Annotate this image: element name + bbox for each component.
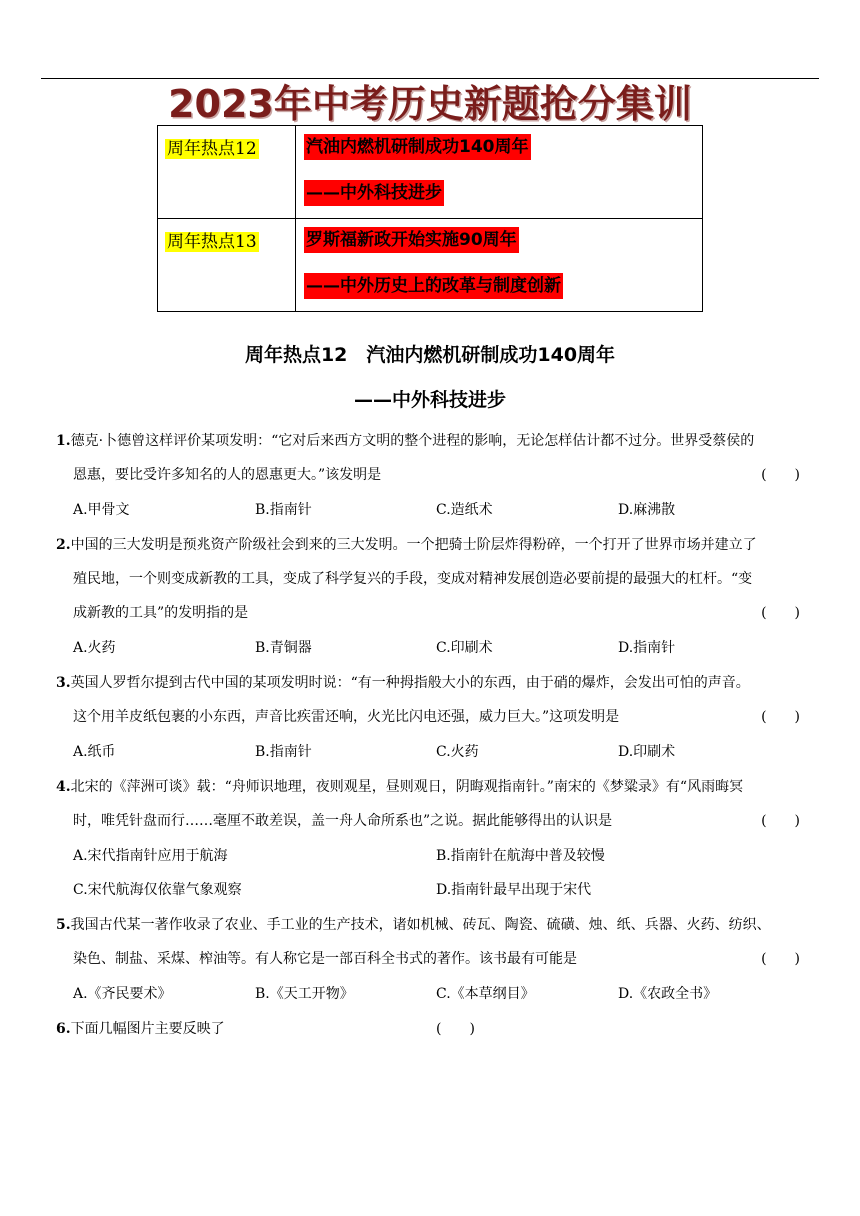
question-5 — [56, 908, 808, 976]
question-number: 2. — [56, 537, 71, 553]
option-b: B.指南针 — [255, 502, 312, 518]
question-number: 4. — [56, 779, 71, 795]
answer-blank: ( ) — [761, 467, 800, 483]
banner-title: 2023年中考历史新题抢分集训 — [168, 82, 692, 126]
question-3 — [56, 666, 808, 734]
question-4-options — [73, 839, 793, 873]
option-a: A.火药 — [73, 640, 116, 656]
table-row — [158, 219, 703, 312]
option-c: C.造纸术 — [436, 502, 493, 518]
question-text: 殖民地，一个则变成新教的工具，变成了科学复兴的手段，变成对精神发展创造必要前提的最强大的杠杆。“变 — [73, 571, 753, 587]
question-text: 我国古代某一著作收录了农业、手工业的生产技术，诸如机械、砖瓦、陶瓷、硫磺、烛、纸、兵器、火药、纺织、 — [70, 917, 771, 933]
question-text: 成新教的工具”的发明指的是 — [73, 605, 249, 621]
question-3-options — [73, 735, 793, 769]
hot-title: 罗斯福新政开始实施90周年 — [304, 227, 519, 253]
question-1-options — [73, 493, 793, 527]
option-c: C.印刷术 — [436, 640, 493, 656]
hot-label: 周年热点12 — [167, 139, 257, 159]
question-number: 3. — [56, 675, 71, 691]
table-row — [158, 126, 703, 219]
answer-blank: ( ) — [761, 951, 800, 967]
answer-blank: ( ) — [761, 605, 800, 621]
question-text: 英国人罗哲尔提到古代中国的某项发明时说：“有一种拇指般大小的东西，由于硝的爆炸，会发出可怕的声音。 — [70, 675, 750, 691]
option-d: D.印刷术 — [618, 744, 676, 760]
answer-blank: ( ) — [761, 813, 800, 829]
answer-blank: ( ) — [436, 1021, 475, 1037]
option-b: B.《天工开物》 — [255, 986, 354, 1002]
answer-blank: ( ) — [761, 709, 800, 725]
option-b: B.指南针 — [255, 744, 312, 760]
question-text: 中国的三大发明是预兆资产阶级社会到来的三大发明。一个把骑士阶层炸得粉碎，一个打开了世界市场并建立了 — [70, 537, 757, 553]
option-d: D.指南针 — [618, 640, 676, 656]
question-6 — [56, 1012, 808, 1046]
question-text: 下面几幅图片主要反映了 — [70, 1021, 225, 1037]
question-text: 这个用羊皮纸包裹的小东西，声音比疾雷还响，火光比闪电还强，威力巨大。”这项发明是 — [73, 709, 620, 725]
question-text: 德克·卜德曾这样评价某项发明：“它对后来西方文明的整个进程的影响，无论怎样估计都不过分。世界受蔡侯的 — [70, 433, 755, 449]
hot-subtitle: ——中外科技进步 — [304, 180, 444, 206]
hot-label: 周年热点13 — [167, 232, 257, 252]
question-number: 1. — [56, 433, 71, 449]
option-c: C.宋代航海仅依靠气象观察 — [73, 882, 242, 898]
hot-topics-table — [157, 125, 703, 312]
question-4 — [56, 770, 808, 838]
question-2 — [56, 528, 808, 630]
question-5-options — [73, 977, 793, 1011]
option-b: B.青铜器 — [255, 640, 312, 656]
question-text: 恩惠，要比受许多知名的人的恩惠更大。”该发明是 — [73, 467, 382, 483]
option-c: C.火药 — [436, 744, 479, 760]
question-text: 北宋的《萍洲可谈》载：“舟师识地理，夜则观星，昼则观日，阴晦观指南针。”南宋的《梦粱录》有“风雨晦冥 — [70, 779, 744, 795]
option-d: D.麻沸散 — [618, 502, 676, 518]
question-number: 5. — [56, 917, 71, 933]
option-c: C.《本草纲目》 — [436, 986, 535, 1002]
option-d: D.指南针最早出现于宋代 — [436, 882, 592, 898]
option-a: A.纸币 — [73, 744, 116, 760]
option-a: A.宋代指南针应用于航海 — [73, 848, 228, 864]
option-a: A.甲骨文 — [73, 502, 130, 518]
option-d: D.《农政全书》 — [618, 986, 718, 1002]
question-text: 时，唯凭针盘而行……毫厘不敢差误，盖一舟人命所系也”之说。据此能够得出的认识是 — [73, 813, 613, 829]
section-subtitle: ——中外科技进步 — [353, 389, 506, 411]
question-2-options — [73, 631, 793, 665]
question-text: 染色、制盐、采煤、榨油等。有人称它是一部百科全书式的著作。该书最有可能是 — [73, 951, 577, 967]
question-number: 6. — [56, 1021, 71, 1037]
question-4-options — [73, 873, 793, 907]
question-1 — [56, 424, 808, 492]
option-b: B.指南针在航海中普及较慢 — [436, 848, 605, 864]
option-a: A.《齐民要术》 — [73, 986, 172, 1002]
hot-subtitle: ——中外历史上的改革与制度创新 — [304, 273, 563, 299]
hot-title: 汽油内燃机研制成功140周年 — [304, 134, 531, 160]
section-title: 周年热点12 汽油内燃机研制成功140周年 — [244, 344, 616, 366]
